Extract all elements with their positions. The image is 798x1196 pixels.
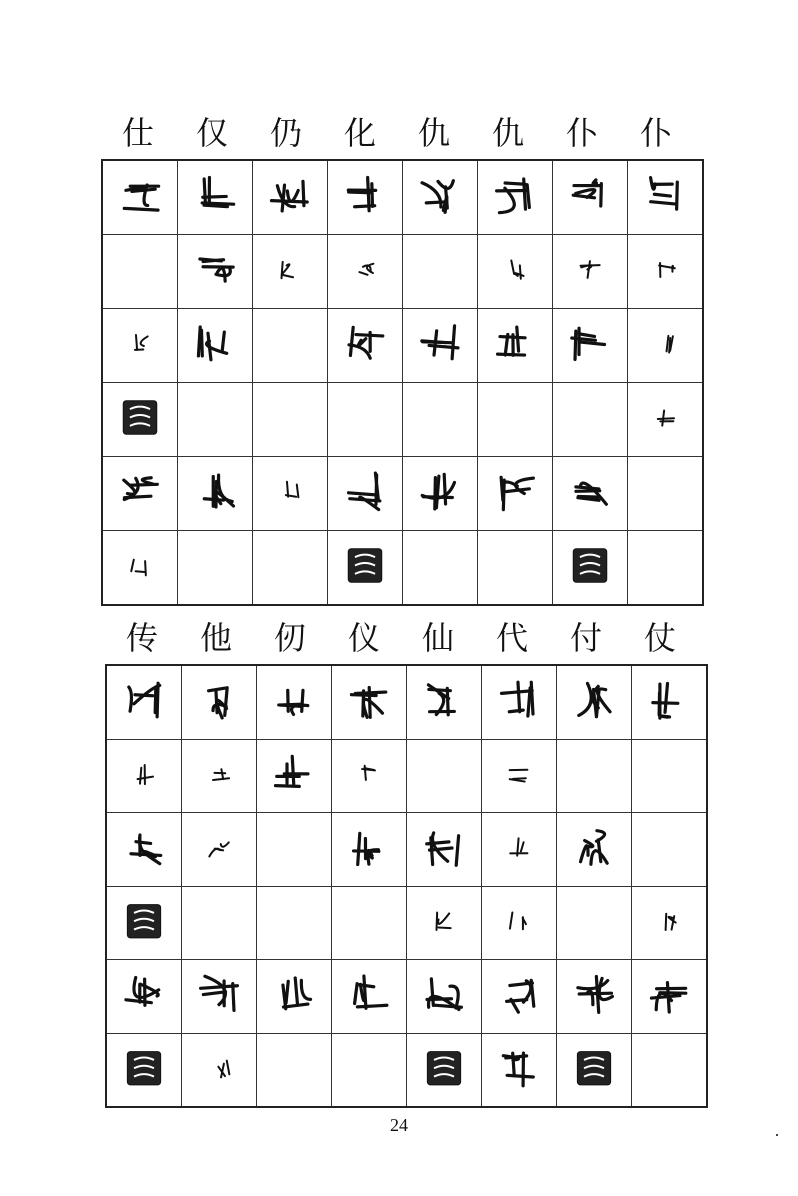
ancient-glyph [406,162,474,229]
ancient-glyph [331,310,399,377]
ancient-glyph [485,741,553,808]
glyph-cell [628,531,704,606]
glyph-cell [257,665,332,739]
glyph-cell [257,886,332,960]
glyph-cell [628,457,704,531]
glyph-cell [628,309,704,383]
character-header-row [101,113,693,153]
glyph-cell [557,886,632,960]
character-header: 仆 [565,114,598,152]
ancient-glyph [110,667,178,734]
glyph-cell [178,457,253,531]
glyph-cell [478,383,553,457]
speck [776,1134,778,1136]
ancient-glyph [181,458,249,525]
glyph-cell [407,739,482,813]
ancient-glyph [185,814,253,881]
ancient-glyph [110,814,178,881]
ancient-glyph [631,236,699,303]
ancient-glyph [481,236,549,303]
character-header: 付 [569,619,602,657]
ancient-glyph [556,458,624,525]
glyph-cell [178,235,253,309]
glyph-cell [328,160,403,235]
ancient-glyph [481,310,549,377]
glyph-cell [106,886,182,960]
glyph-cell [553,383,628,457]
glyph-cell [328,457,403,531]
ancient-glyph [556,162,624,229]
glyph-cell [407,960,482,1034]
character-header: 他 [199,619,232,657]
glyph-cell [403,531,478,606]
ancient-glyph [106,310,174,377]
glyph-cell [332,739,407,813]
glyph-cell [632,813,708,887]
character-header: 仗 [643,619,676,657]
character-header: 仅 [195,114,228,152]
glyph-table [105,664,708,1108]
glyph-cell [478,457,553,531]
glyph-cell [403,235,478,309]
glyph-cell [102,309,178,383]
ancient-glyph [335,667,403,734]
character-header-row [105,618,697,658]
glyph-cell [332,665,407,739]
ancient-glyph [485,667,553,734]
glyph-cell [253,235,328,309]
character-header: 仞 [273,619,306,657]
ancient-glyph [185,741,253,808]
character-header: 仍 [269,114,302,152]
table-row [102,531,703,606]
glyph-cell [182,665,257,739]
seal-glyph [331,532,399,599]
character-header: 仇 [417,114,450,152]
glyph-cell [407,886,482,960]
glyph-cell [628,160,704,235]
glyph-cell [482,960,557,1034]
ancient-glyph [110,961,178,1028]
ancient-glyph [335,741,403,808]
glyph-cell [257,960,332,1034]
ancient-glyph [260,961,328,1028]
glyph-cell [257,1033,332,1107]
glyph-cell [178,309,253,383]
glyph-cell [557,739,632,813]
glyph-cell [553,160,628,235]
glyph-cell [106,665,182,739]
glyph-cell [557,960,632,1034]
ancient-glyph [331,162,399,229]
glyph-cell [332,1033,407,1107]
glyph-cell [106,739,182,813]
glyph-cell [478,235,553,309]
seal-glyph [110,1035,178,1102]
glyph-cell [628,235,704,309]
ancient-glyph [485,888,553,955]
seal-glyph [110,888,178,955]
ancient-glyph [556,310,624,377]
page-number: 24 [390,1115,408,1135]
table-row [102,383,703,457]
seal-glyph [556,532,624,599]
ancient-glyph [635,667,703,734]
ancient-glyph [631,162,699,229]
glyph-cell [332,960,407,1034]
table-row [102,235,703,309]
glyph-cell [482,665,557,739]
glyph-cell [403,160,478,235]
glyph-cell [407,665,482,739]
character-header: 仆 [639,114,672,152]
ancient-glyph [331,458,399,525]
glyph-cell [328,309,403,383]
glyph-cell [557,1033,632,1107]
seal-glyph [106,384,174,451]
ancient-glyph [556,236,624,303]
ancient-glyph [335,961,403,1028]
ancient-glyph [410,814,478,881]
table-row [106,813,707,887]
ancient-glyph [481,162,549,229]
table-row [106,739,707,813]
glyph-cell [478,531,553,606]
character-header: 代 [495,619,528,657]
glyph-cell [632,1033,708,1107]
glyph-cell [632,739,708,813]
ancient-glyph [635,888,703,955]
glyph-cell [253,309,328,383]
glyph-cell [182,813,257,887]
glyph-cell [332,886,407,960]
glyph-cell [553,309,628,383]
glyph-cell [102,383,178,457]
glyph-cell [478,160,553,235]
glyph-cell [102,531,178,606]
glyph-cell [553,531,628,606]
glyph-cell [106,813,182,887]
glyph-cell [253,383,328,457]
ancient-glyph [185,667,253,734]
glyph-cell [632,960,708,1034]
table-row [106,665,707,739]
glyph-cell [553,235,628,309]
ancient-glyph [485,814,553,881]
glyph-cell [482,739,557,813]
glyph-cell [102,235,178,309]
ancient-glyph [256,162,324,229]
ancient-glyph [185,1035,253,1102]
glyph-cell [553,457,628,531]
table-row [102,309,703,383]
ancient-glyph [410,667,478,734]
character-header: 化 [343,114,376,152]
ancient-glyph [106,532,174,599]
glyph-cell [403,383,478,457]
ancient-glyph [410,888,478,955]
glyph-cell [328,383,403,457]
ancient-glyph [485,961,553,1028]
ancient-glyph [485,1035,553,1102]
glyph-cell [182,960,257,1034]
glyph-cell [182,1033,257,1107]
ancient-glyph [631,384,699,451]
table-row [106,960,707,1034]
ancient-glyph [260,667,328,734]
glyph-cell [106,960,182,1034]
glyph-cell [407,1033,482,1107]
ancient-glyph [631,310,699,377]
ancient-glyph [560,667,628,734]
glyph-cell [557,665,632,739]
ancient-glyph [410,961,478,1028]
glyph-cell [482,1033,557,1107]
ancient-glyph [256,236,324,303]
character-header: 仙 [421,619,454,657]
glyph-cell [182,886,257,960]
ancient-glyph [106,162,174,229]
ancient-glyph [481,458,549,525]
ancient-glyph [331,236,399,303]
ancient-glyph [335,814,403,881]
glyph-cell [253,531,328,606]
ancient-glyph [635,961,703,1028]
ancient-glyph [560,814,628,881]
glyph-cell [328,531,403,606]
glyph-cell [403,309,478,383]
glyph-cell [403,457,478,531]
glyph-cell [102,457,178,531]
glyph-cell [478,309,553,383]
character-header: 传 [125,619,158,657]
character-header: 仕 [121,114,154,152]
glyph-cell [257,739,332,813]
glyph-table [101,159,704,606]
glyph-cell [182,739,257,813]
ancient-glyph [406,458,474,525]
glyph-cell [482,886,557,960]
glyph-cell [178,383,253,457]
ancient-glyph [181,162,249,229]
seal-glyph [560,1035,628,1102]
ancient-glyph [185,961,253,1028]
ancient-glyph [106,458,174,525]
ancient-glyph [110,741,178,808]
ancient-glyph [181,310,249,377]
ancient-glyph [181,236,249,303]
glyph-cell [178,531,253,606]
glyph-cell [178,160,253,235]
character-header: 仇 [491,114,524,152]
glyph-cell [332,813,407,887]
ancient-glyph [260,741,328,808]
glyph-cell [253,457,328,531]
glyph-cell [257,813,332,887]
table-row [102,457,703,531]
character-header: 仪 [347,619,380,657]
glyph-cell [328,235,403,309]
glyph-cell [557,813,632,887]
glyph-cell [628,383,704,457]
table-row [106,886,707,960]
table-row [102,160,703,235]
glyph-cell [102,160,178,235]
ancient-glyph [406,310,474,377]
glyph-cell [632,665,708,739]
glyph-cell [632,886,708,960]
glyph-cell [407,813,482,887]
table-row [106,1033,707,1107]
ancient-glyph [256,458,324,525]
ancient-glyph [560,961,628,1028]
glyph-cell [106,1033,182,1107]
seal-glyph [410,1035,478,1102]
glyph-cell [482,813,557,887]
glyph-cell [253,160,328,235]
